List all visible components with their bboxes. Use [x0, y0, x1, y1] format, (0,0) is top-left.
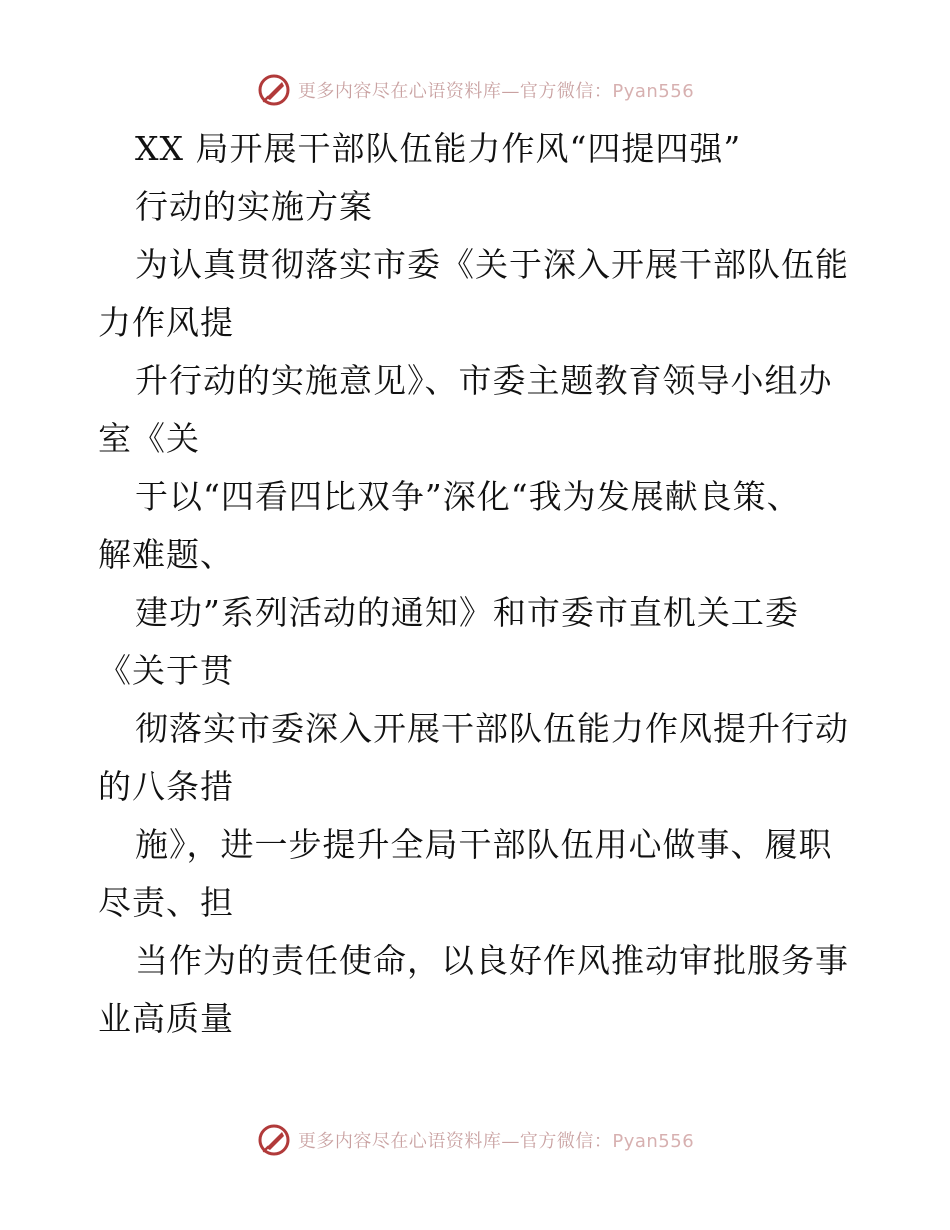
document-line: 行动的实施方案	[135, 187, 373, 226]
document-body	[98, 120, 858, 1048]
document-line: 尽责、担	[98, 883, 234, 922]
document-line: 彻落实市委深入开展干部队伍能力作风提升行动	[135, 709, 849, 748]
document-line: 建功”系列活动的通知》和市委市直机关工委	[135, 593, 799, 632]
document-line: XX 局开展干部队伍能力作风“四提四强”	[135, 129, 742, 168]
document-line: 施》，进一步提升全局干部队伍用心做事、履职	[135, 825, 833, 864]
document-line: 为认真贯彻落实市委《关于深入开展干部队伍能	[135, 245, 849, 284]
document-line: 业高质量	[98, 999, 234, 1038]
document-line: 当作为的责任使命，以良好作风推动审批服务事	[135, 941, 849, 980]
footer-watermark	[0, 1120, 950, 1160]
watermark-text: 更多内容尽在心语资料库—官方微信：	[297, 81, 613, 102]
quill-logo-icon	[256, 72, 292, 108]
document-line: 解难题、	[98, 535, 234, 574]
document-line: 室《关	[98, 419, 200, 458]
document-line: 的八条措	[98, 767, 234, 806]
document-line: 《关于贯	[98, 651, 234, 690]
document-line: 力作风提	[98, 303, 234, 342]
document-line: 于以“四看四比双争”深化“我为发展献良策、	[135, 477, 801, 516]
quill-logo-icon	[256, 1122, 292, 1158]
watermark-wechat-id: Pyan556	[612, 81, 695, 102]
watermark-text: 更多内容尽在心语资料库—官方微信：	[297, 1131, 613, 1152]
watermark-wechat-id: Pyan556	[612, 1131, 695, 1152]
header-watermark	[0, 70, 950, 110]
document-line: 升行动的实施意见》、市委主题教育领导小组办	[135, 361, 833, 400]
